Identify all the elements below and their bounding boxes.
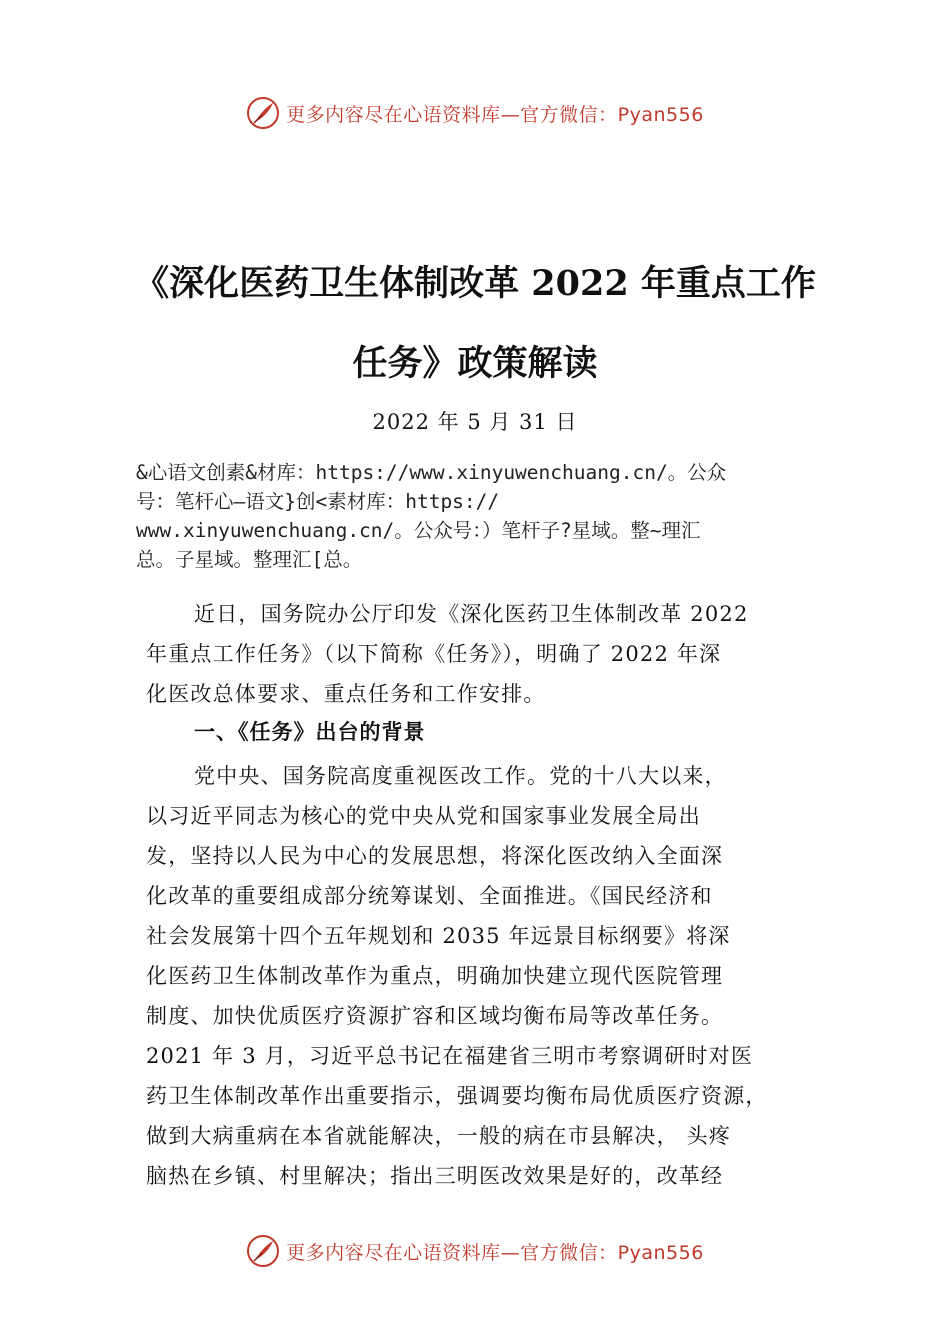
paragraph-line: 化医药卫生体制改革作为重点，明确加快建立现代医院管理 — [146, 964, 724, 988]
watermark-line: &心语文创素&材库：https://www.xinyuwenchuang.cn/。公众 — [136, 461, 727, 484]
paragraph-line: 做到大病重病在本省就能解决，一般的病在市县解决， 头疼 — [146, 1124, 732, 1148]
footer-banner — [0, 1234, 950, 1268]
document-title-line-2: 任务》政策解读 — [352, 343, 598, 384]
paragraph-line: 制度、加快优质医疗资源扩容和区域均衡布局等改革任务。 — [146, 1004, 724, 1028]
quill-feather-logo-icon — [246, 1234, 280, 1268]
paragraph-line: 药卫生体制改革作出重要指示，强调要均衡布局优质医疗资源， — [146, 1084, 768, 1108]
header-banner — [0, 96, 950, 130]
paragraph-line: 脑热在乡镇、村里解决；指出三明医改效果是好的，改革经 — [146, 1164, 724, 1188]
watermark-line: 总。子星域。整理汇[总。 — [136, 548, 363, 571]
paragraph-line: 2021 年 3 月，习近平总书记在福建省三明市考察调研时对医 — [146, 1044, 754, 1068]
paragraph-background — [146, 756, 826, 1196]
watermark-line: 号：笔杆心—语文}创<素材库：https:// — [136, 490, 500, 513]
paragraph-line: 发，坚持以人民为中心的发展思想，将深化医改纳入全面深 — [146, 844, 724, 868]
paragraph-intro — [146, 594, 826, 714]
paragraph-line: 党中央、国务院高度重视医改工作。党的十八大以来， — [194, 764, 727, 788]
paragraph-line: 社会发展第十四个五年规划和 2035 年远景目标纲要》将深 — [146, 924, 731, 948]
paragraph-line: 化医改总体要求、重点任务和工作安排。 — [146, 682, 546, 706]
paragraph-line: 以习近平同志为核心的党中央从党和国家事业发展全局出 — [146, 804, 701, 828]
document-title-line-1: 《深化医药卫生体制改革 2022 年重点工作 — [134, 263, 816, 304]
watermark-line: www.xinyuwenchuang.cn/。公众号：）笔杆子?星域。整~理汇 — [136, 519, 701, 542]
watermark-text-block — [136, 458, 826, 574]
banner-text: 更多内容尽在心语资料库—官方微信：Pyan556 — [286, 103, 704, 126]
paragraph-line: 化改革的重要组成部分统筹谋划、全面推进。《国民经济和 — [146, 884, 713, 908]
quill-feather-logo-icon — [246, 96, 280, 130]
paragraph-line: 近日，国务院办公厅印发《深化医药卫生体制改革 2022 — [194, 602, 749, 626]
document-date: 2022 年 5 月 31 日 — [372, 410, 578, 434]
section-heading-background: 一、《任务》出台的背景 — [194, 720, 426, 744]
paragraph-line: 年重点工作任务》（以下简称《任务》），明确了 2022 年深 — [146, 642, 722, 666]
banner-text: 更多内容尽在心语资料库—官方微信：Pyan556 — [286, 1241, 704, 1264]
